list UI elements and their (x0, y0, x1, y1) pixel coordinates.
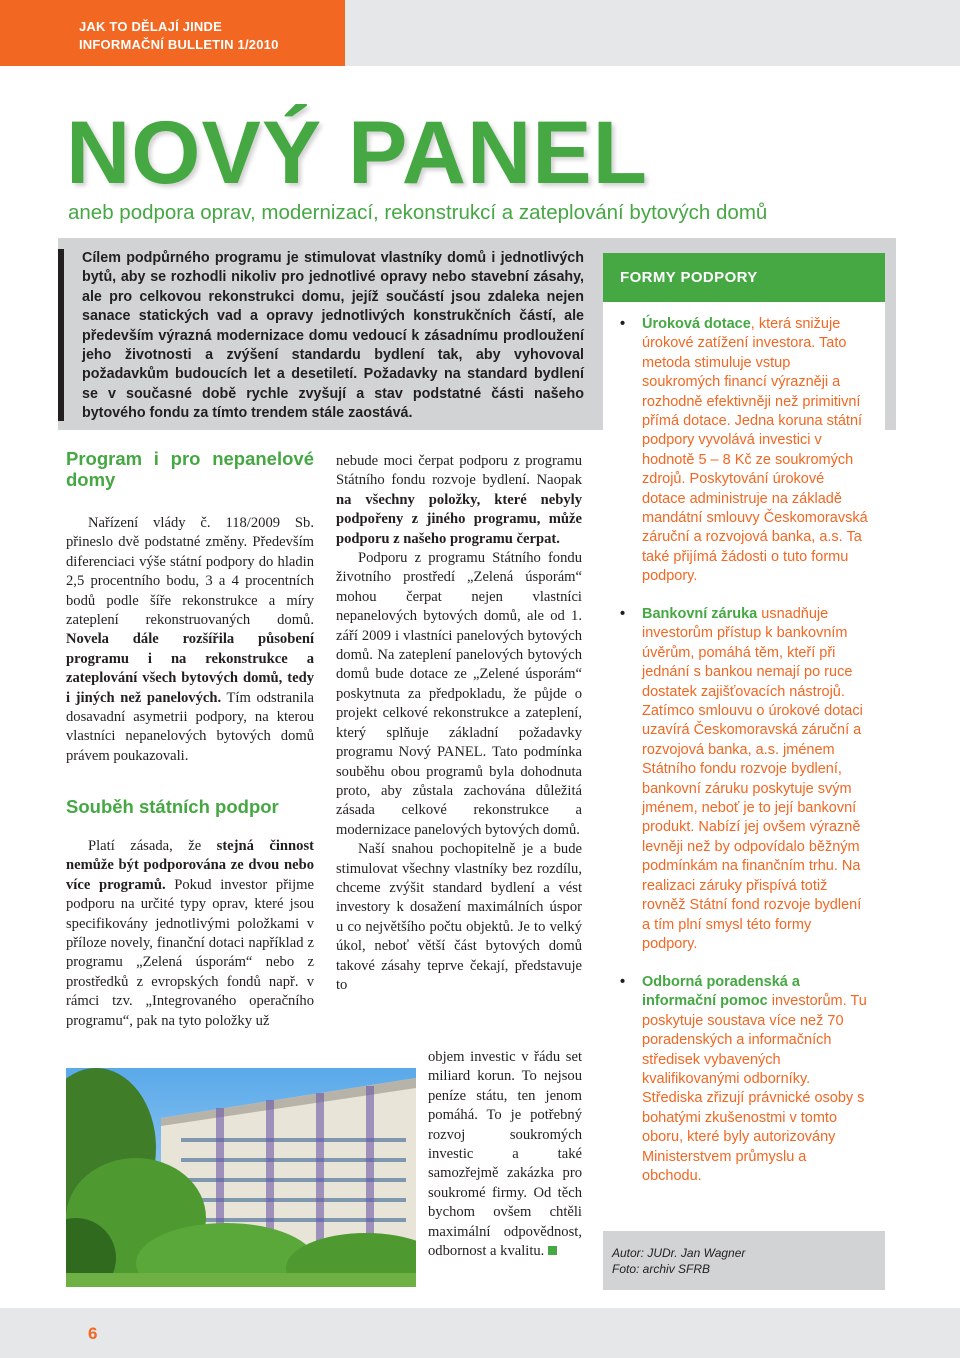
column-2-paragraph-2: Podporu z programu Státního fondu životního prostředí „Zelená úsporám“ mohou čerpat nejen vlastníci nepanelových bytových domů, ale od 1. září 2009 i vlastníci panelových bytových domů. Na zateplení panelových bytových domů bude dotace ze „Zelené úsporám“ poskytnuta za předpokladu, že půjde o projekt celkové rekonstrukce a zateplení, který splňuje základní požadavky programu Nový PANEL. Tato podmínka souběhu obou programů byla dohodnuta proto, aby zůstala zachována důležitá zásada celkové rekonstrukce a modernizace panelových bytových domů. (336, 550, 582, 838)
section-heading-2-wrap (66, 797, 314, 818)
column-2-paragraph-1 (336, 452, 582, 549)
intro-paragraph: Cílem podpůrného programu je stimulovat vlastníky domů i jednotlivých bytů, aby se rozhodli nikoliv pro jednotlivé opravy nebo stavební zásahy, ale pro celkovou rekonstrukci domu, jejíž součástí jsou zdaleka nejen sanace statických vad a opravy jednotlivých konstrukčních částí, ale především výrazná modernizace domu vedoucí k zásadnímu prodloužení jeho životnosti a zvýšení standardu bydlení tak, aby vyhovoval požadavkům budoucích let a desetiletí. Požadavky na standard bydlení se v současné době rychle zvyšují a stav podstatné části našeho bytového fondu za tímto trendem stále zaostává. (82, 250, 584, 422)
sidebar-item-body: investorům. Tu poskytuje soustava více než 70 poradenských a informačních středisek vybavených kvalifikovanými odborníky. Střediska zřizují právnické osoby s bohatými zkušenostmi v tomto oboru, které byly autorizovány Ministerstvem průmyslu a obchodu. (642, 993, 867, 1185)
sidebar-item-body: usnadňuje investorům přístup k bankovním úvěrům, pomáhá těm, kteří při jednání s bankou nemají po ruce dostatek zajišťovacích nástrojů. Zatímco smlouvu o úrokové dotaci uzavírá Českomoravská záruční a rozvojová banka, a.s. jménem Státního fondu rozvoje bydlení, bankovní záruku poskytuje svým jménem, neboť je to její bankovní produkt. Nabízí jej ovšem výrazně levněji než by odpovídalo běžným podmínkám na finančním trhu. Na realizaci záruky přispívá totiž rovněž Státní fond rozvoje bydlení a tím plní smysl této formy podpory. (642, 606, 863, 952)
footer-band (0, 1308, 960, 1358)
end-of-article-mark (548, 1246, 557, 1255)
photo-credit: Foto: archiv SFRB (612, 1262, 711, 1276)
section-1-body (66, 514, 314, 766)
section-2-paragraph (66, 837, 314, 1031)
sidebar-heading-bar (603, 253, 885, 302)
text-run-bold: Novela dále rozšířila působení programu i na rekonstrukce a zateplování všech bytových domů, tedy i jiných než panelových. (66, 631, 314, 706)
bullet-icon: • (620, 316, 626, 332)
header-text (79, 18, 279, 54)
building-photo (66, 1068, 416, 1287)
text-run-bold: stejná činnost nemůže být podporována ze dvou nebo více programů. (66, 838, 314, 893)
panel-building-image (66, 1068, 416, 1287)
column-2-body (336, 452, 582, 995)
section-1-paragraph (66, 514, 314, 766)
sidebar-item-body: , která snižuje úrokové zatížení investora. Tato metoda stimuluje vstup soukromých financí výrazněji a rozhodně efektivněji než primitivní přímá dotace. Jedna koruna státní podpory vyvolává investici v hodnotě 5 – 8 Kč ze soukromých zdrojů. Poskytování úrokové dotace administruje na základě mandátní smlouvy Českomoravská záruční a rozvojová banka, a.s. Ta také přijímá žádosti o tuto formu podpory. (642, 316, 868, 585)
page-title: NOVÝ PANEL (66, 102, 648, 202)
section-heading-1: Program i pro nepanelové domy (66, 448, 314, 490)
text-run-bold: na všechny položky, které nebyly podpořeny z jiného programu, může podporu z našeho programu čerpat. (336, 491, 582, 547)
column-2-paragraph-3-cont (428, 1048, 582, 1261)
text-run: Tím odstranila dosavadní asymetrii podpory, na kterou vlastníci nepanelových bytových domů právem poukazovali. (66, 689, 315, 764)
bullet-icon: • (620, 606, 626, 622)
section-heading-1-wrap (66, 449, 314, 490)
text-run: nebude moci čerpat podporu z programu Státního fondu rozvoje bydlení. Naopak (336, 453, 582, 489)
sidebar-item-bank-guarantee (620, 605, 870, 954)
sidebar-item-title: Bankovní záruka (642, 606, 758, 622)
column-2-paragraph-3: Naší snahou pochopitelně je a bude stimulovat všechny vlastníky bez rozdílu, chceme zvýšit standard bydlení a vést investory k dosažení maximálních úspor u co největšího počtu objektů. Je to velký úkol, neboť větší část bytových domů takové zásahy teprve čekají, představuje to (336, 841, 582, 993)
credits-box (603, 1231, 885, 1290)
section-heading-2: Souběh státních podpor (66, 796, 279, 817)
sidebar-item-interest-subsidy (620, 315, 870, 587)
text-run: Platí zásada, že (88, 838, 217, 854)
sidebar-item-text (642, 315, 870, 587)
text-run: Pokud investor přijme podporu na určité typy oprav, které jsou specifikovány jednotlivými položkami v příloze novely, finanční dotaci například z programu „Zelená úsporám“ nebo z prostředků z evropských fondů např. v rámci tzv. „Integrovaného operačního programu“, pak na tyto položky už (66, 876, 314, 1029)
sidebar-item-advisory (620, 973, 870, 1186)
page-number: 6 (88, 1324, 98, 1343)
sidebar-item-title: Odborná poradenská a informační pomoc (642, 974, 800, 1010)
sidebar-item-text (642, 973, 870, 1186)
text-run: objem investic v řádu set miliard korun. To nejsou peníze státu, ten jenom pomáhá. To je potřebný rozvoj soukromých investic a také samozřejmě zakázka pro soukromé firmy. Od těch bychom ovšem chtěli maximální odpovědnost, odbornost a kvalitu. (428, 1049, 582, 1260)
author-credit: Autor: JUDr. Jan Wagner (612, 1246, 746, 1260)
column-2-continuation (428, 1048, 582, 1261)
intro-text (82, 249, 584, 424)
page-subtitle: aneb podpora oprav, modernizací, rekonstrukcí a zateplování bytových domů (68, 201, 768, 224)
sidebar-item-text (642, 605, 870, 954)
header-section: JAK TO DĚLAJÍ JINDE (79, 19, 222, 34)
bullet-icon: • (620, 974, 626, 990)
text-run: Nařízení vlády č. 118/2009 Sb. přineslo dvě podstatné změny. Především diferenciaci výše státní podpory do hladin 2,5 procentního bodu, 3 a 4 procentních bodů podle šíře rekonstrukce a míry zateplení rekonstruovaných domů. (66, 515, 314, 629)
sidebar-item-title: Úroková dotace (642, 316, 751, 332)
intro-accent-bar (58, 249, 64, 421)
header-bulletin: INFORMAČNÍ BULLETIN 1/2010 (79, 37, 279, 52)
section-2-body (66, 837, 314, 1031)
sidebar-heading: FORMY PODPORY (620, 269, 758, 286)
header-band-grey (345, 0, 960, 66)
